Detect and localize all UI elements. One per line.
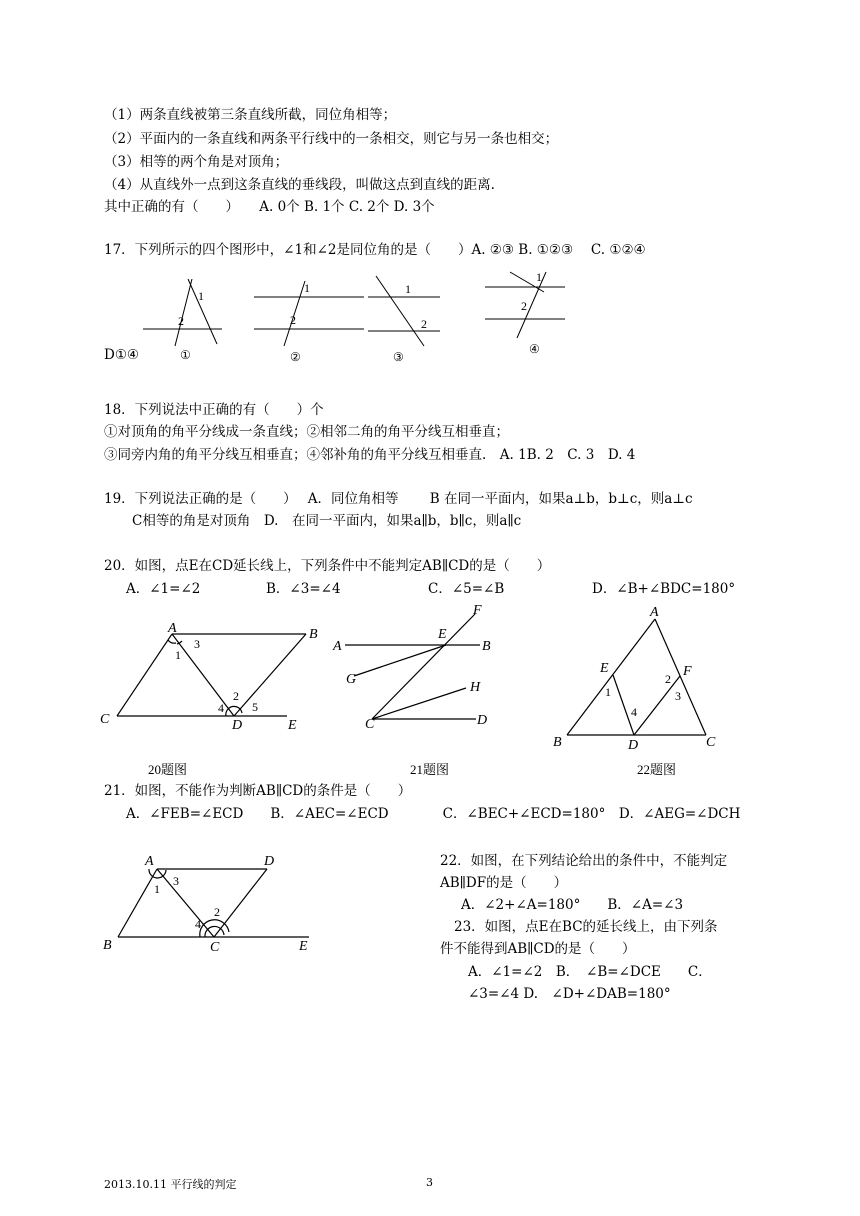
- fig23-point-e: E: [299, 939, 308, 954]
- fig21-caption: 21题图: [410, 762, 450, 777]
- fig21-point-e: E: [438, 627, 447, 642]
- q17-fig4-label: ④: [529, 342, 540, 356]
- fig23-point-d: D: [264, 854, 275, 869]
- q17-fig2-label: ②: [290, 350, 301, 364]
- q20-option-a: A．∠1=∠2: [126, 581, 201, 597]
- page-number: 3: [426, 1176, 433, 1189]
- q17-fig4-angle-1: 1: [536, 270, 542, 284]
- fig20-point-a: A: [168, 621, 177, 636]
- q16-statement-1: （1）两条直线被第三条直线所截，同位角相等；: [104, 107, 397, 123]
- q23-options-2: ∠3=∠4 D. ∠D+∠DAB=180°: [468, 986, 671, 1002]
- q22-line-1: 22．如图，在下列结论给出的条件中，不能判定: [440, 853, 728, 869]
- fig22-caption: 22题图: [637, 762, 677, 777]
- fig21-point-a: A: [333, 639, 342, 654]
- fig23-point-a: A: [145, 854, 154, 869]
- q19-line-2: C相等的角是对顶角 D. 在同一平面内，如果a∥b，b∥c，则a∥c: [132, 513, 522, 529]
- fig23-angle-1: 1: [154, 882, 160, 896]
- fig20-angle-2: 2: [233, 689, 239, 703]
- fig20-angle-5: 5: [252, 700, 258, 714]
- q22-line-2: AB∥DF的是（ ）: [440, 875, 568, 891]
- fig22-angle-2: 2: [665, 672, 671, 686]
- fig22-point-d: D: [628, 738, 639, 753]
- q17-fig1-angle-2: 2: [178, 314, 184, 328]
- fig23-point-b: B: [103, 938, 112, 953]
- fig20-angle-3: 3: [194, 637, 200, 651]
- fig20-point-d: D: [232, 718, 243, 733]
- fig20-angle-1: 1: [175, 648, 181, 662]
- fig22-point-f: F: [683, 664, 692, 679]
- fig20-point-c: C: [100, 712, 110, 727]
- fig22-point-b: B: [553, 735, 562, 750]
- q17-fig4-angle-2: 2: [521, 299, 527, 313]
- fig22-point-e: E: [600, 661, 609, 676]
- fig23-point-c: C: [210, 940, 220, 955]
- q18-line-1: ①对顶角的角平分线成一条直线；②相邻二角的角平分线互相垂直；: [104, 424, 509, 440]
- fig23-angle-4: 4: [195, 917, 201, 931]
- q17-fig3-angle-2: 2: [421, 317, 427, 331]
- fig23-angle-3: 3: [173, 874, 179, 888]
- fig20-angle-4: 4: [218, 701, 224, 715]
- q20-stem: 20．如图，点E在CD延长线上，下列条件中不能判定AB∥CD的是（ ）: [104, 558, 551, 574]
- q18-stem: 18．下列说法中正确的有（ ）个: [104, 402, 324, 418]
- fig21-point-f: F: [473, 603, 482, 618]
- q16-statement-2: （2）平面内的一条直线和两条平行线中的一条相交，则它与另一条也相交；: [104, 131, 559, 147]
- q22-options: A．∠2+∠A=180° B．∠A=∠3: [461, 897, 684, 913]
- fig21-point-g: G: [346, 672, 357, 687]
- fig20-point-b: B: [309, 627, 318, 642]
- fig22-angle-3: 3: [675, 689, 681, 703]
- q20-option-b: B．∠3=∠4: [266, 581, 341, 597]
- fig21-point-c: C: [365, 717, 375, 732]
- q17-fig1-label: ①: [180, 348, 191, 362]
- q16-question: 其中正确的有（ ） A. 0个 B. 1个 C. 2个 D. 3个: [104, 199, 435, 215]
- q23-line-1: 23．如图，点E在BC的延长线上，由下列条: [454, 919, 718, 935]
- q17-fig1-angle-1: 1: [198, 289, 204, 303]
- q19-line-1: 19．下列说法正确的是（ ） A．同位角相等 B 在同一平面内，如果a⊥b，b⊥c，则a⊥c: [104, 491, 693, 507]
- fig22-angle-1: 1: [605, 685, 611, 699]
- fig21-point-h: H: [470, 680, 481, 695]
- fig20-point-e: E: [288, 718, 297, 733]
- q17-fig2-angle-2: 2: [290, 313, 296, 327]
- fig23-angle-2: 2: [214, 905, 220, 919]
- q20-option-d: D．∠B+∠BDC=180°: [592, 581, 736, 597]
- fig21-point-b: B: [482, 639, 491, 654]
- q21-options: A．∠FEB=∠ECD B．∠AEC=∠ECD C．∠BEC+∠ECD=180° D．∠AEG=∠DCH: [126, 806, 741, 822]
- footer-title: 2013.10.11 平行线的判定: [104, 1178, 237, 1191]
- q23-options-1: A．∠1=∠2 B． ∠B=∠DCE C．: [468, 964, 712, 980]
- fig22-point-a: A: [650, 605, 659, 620]
- q17-fig2-angle-1: 1: [304, 281, 310, 295]
- q16-statement-4: （4）从直线外一点到这条直线的垂线段，叫做这点到直线的距离.: [104, 177, 495, 193]
- fig22-angle-4: 4: [631, 705, 637, 719]
- q23-line-2: 件不能得到AB∥CD的是（ ）: [440, 941, 636, 957]
- q18-line-2: ③同旁内角的角平分线互相垂直；④邻补角的角平分线互相垂直. A. 1B. 2 C. 3 D. 4: [104, 447, 636, 463]
- q17-stem: 17．下列所示的四个图形中，∠1和∠2是同位角的是（ ）A. ②③ B. ①②③ C. ①②④: [104, 242, 646, 258]
- q16-statement-3: （3）相等的两个角是对顶角；: [104, 154, 289, 170]
- fig21-point-d: D: [477, 713, 488, 728]
- q17-fig3-label: ③: [393, 350, 404, 364]
- q17-option-d: D①④: [104, 347, 140, 363]
- q17-fig3-angle-1: 1: [405, 282, 411, 296]
- q20-option-c: C．∠5=∠B: [428, 581, 505, 597]
- q21-stem: 21．如图，不能作为判断AB∥CD的条件是（ ）: [104, 783, 412, 799]
- fig22-point-c: C: [706, 735, 716, 750]
- fig20-caption: 20题图: [148, 762, 188, 777]
